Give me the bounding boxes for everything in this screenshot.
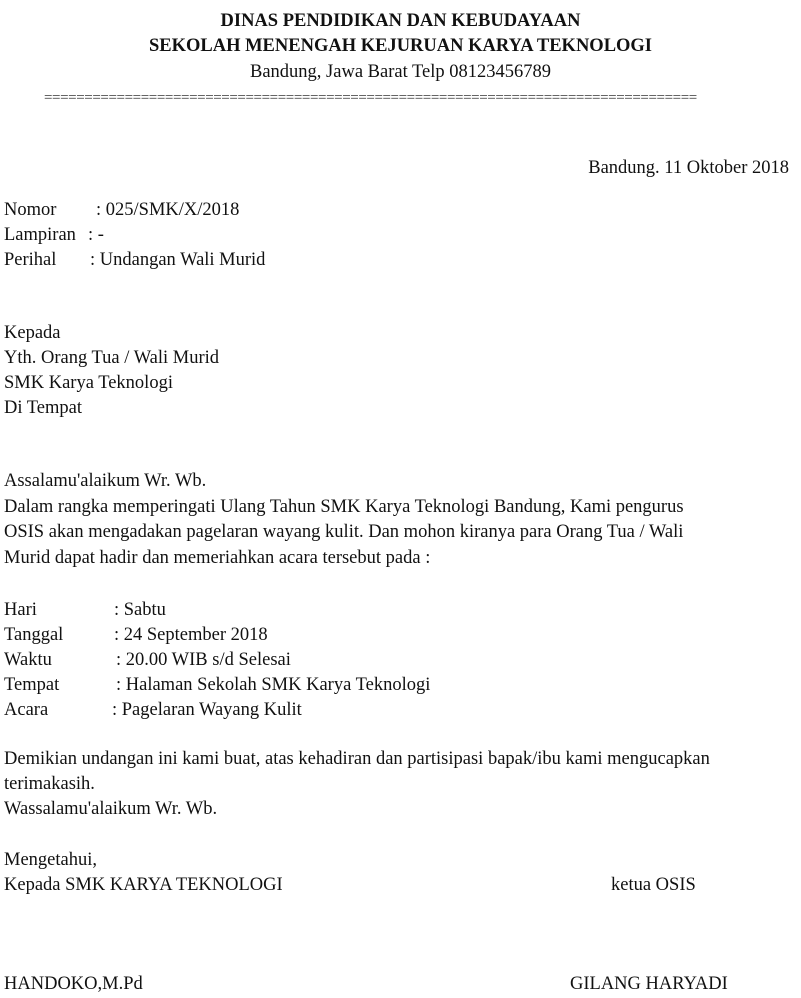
event-row-hari (4, 598, 166, 623)
meta-value: : 025/SMK/X/2018 (96, 200, 240, 220)
body-line: Murid dapat hadir dan memeriahkan acara tersebut pada : (4, 548, 431, 568)
signature-left-title: Kepada SMK KARYA TEKNOLOGI (4, 875, 283, 895)
event-value: : 20.00 WIB s/d Selesai (116, 650, 291, 670)
signature-known: Mengetahui, (4, 850, 97, 870)
meta-row-lampiran (4, 223, 104, 248)
closing-line: Demikian undangan ini kami buat, atas kehadiran dan partisipasi bapak/ibu kami mengucapkan (4, 749, 710, 769)
event-value: : 24 September 2018 (114, 625, 268, 645)
body-line: OSIS akan mengadakan pagelaran wayang kulit. Dan mohon kiranya para Orang Tua / Wali (4, 522, 684, 542)
event-row-acara (4, 698, 302, 723)
event-label: Acara (4, 700, 49, 720)
signature-right-title: ketua OSIS (611, 875, 696, 895)
greeting: Assalamu'alaikum Wr. Wb. (4, 471, 207, 491)
event-label: Tempat (4, 675, 60, 695)
letterhead-divider: ================================================================================= (44, 90, 697, 106)
recipient-line: Kepada (4, 323, 61, 343)
meta-value: : Undangan Wali Murid (90, 250, 266, 270)
event-label: Tanggal (4, 625, 64, 645)
event-row-tanggal (4, 623, 268, 648)
letterhead-line-2: SEKOLAH MENENGAH KEJURUAN KARYA TEKNOLOGI (148, 36, 653, 56)
meta-label: Lampiran (4, 225, 76, 245)
event-row-waktu (4, 648, 291, 673)
event-value: : Sabtu (114, 600, 166, 620)
event-label: Hari (4, 600, 37, 620)
event-label: Waktu (4, 650, 52, 670)
signature-right-name: GILANG HARYADI (570, 974, 728, 994)
meta-row-perihal (4, 248, 265, 273)
meta-label: Perihal (4, 250, 57, 270)
letter-date: Bandung. 11 Oktober 2018 (588, 158, 789, 178)
closing-line: terimakasih. (4, 774, 95, 794)
closing-salutation: Wassalamu'alaikum Wr. Wb. (4, 799, 218, 819)
body-line: Dalam rangka memperingati Ulang Tahun SMK Karya Teknologi Bandung, Kami pengurus (4, 497, 684, 517)
meta-row-nomor (4, 198, 239, 223)
meta-label: Nomor (4, 200, 57, 220)
recipient-line: SMK Karya Teknologi (4, 373, 173, 393)
event-value: : Halaman Sekolah SMK Karya Teknologi (116, 675, 431, 695)
meta-value: : - (88, 225, 104, 245)
letterhead-address: Bandung, Jawa Barat Telp 08123456789 (250, 62, 551, 82)
recipient-line: Yth. Orang Tua / Wali Murid (4, 348, 220, 368)
recipient-line: Di Tempat (4, 398, 83, 418)
event-value: : Pagelaran Wayang Kulit (112, 700, 302, 720)
signature-left-name: HANDOKO,M.Pd (4, 974, 143, 994)
event-row-tempat (4, 673, 430, 698)
letterhead-line-1: DINAS PENDIDIKAN DAN KEBUDAYAAN (220, 11, 581, 31)
